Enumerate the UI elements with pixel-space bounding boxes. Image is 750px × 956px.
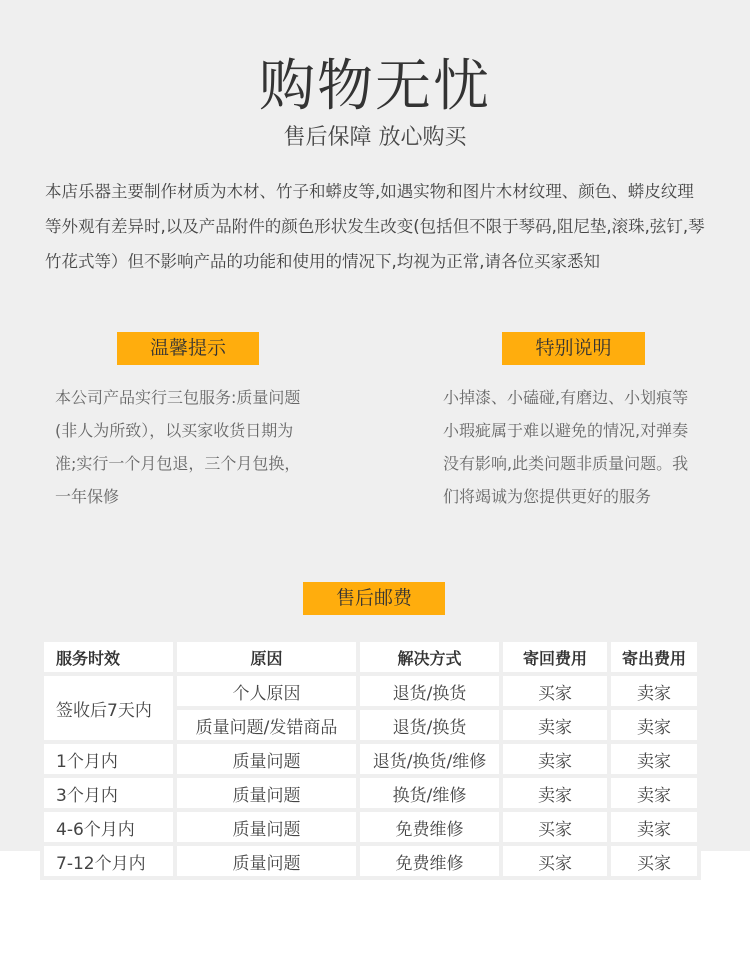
period-cell: 7-12个月内 xyxy=(44,846,173,876)
return-fee-cell: 卖家 xyxy=(503,778,607,808)
send-fee-cell: 卖家 xyxy=(611,676,697,706)
return-fee-cell: 卖家 xyxy=(503,710,607,740)
fees-badge: 售后邮费 xyxy=(303,582,445,615)
table-row xyxy=(44,744,697,774)
solution-cell: 退货/换货 xyxy=(360,676,499,706)
table-row xyxy=(44,812,697,842)
reason-cell: 个人原因 xyxy=(177,676,356,706)
header-cell: 寄回费用 xyxy=(503,642,607,672)
table-header-row xyxy=(44,642,697,672)
return-fee-cell: 买家 xyxy=(503,846,607,876)
warm-tip-badge: 温馨提示 xyxy=(117,332,259,365)
period-cell: 签收后7天内 xyxy=(44,676,173,740)
special-note-badge: 特别说明 xyxy=(502,332,645,365)
period-cell: 1个月内 xyxy=(44,744,173,774)
table-row xyxy=(44,778,697,808)
return-fee-cell: 买家 xyxy=(503,676,607,706)
header-cell: 服务时效 xyxy=(44,642,173,672)
table-row xyxy=(44,846,697,876)
send-fee-cell: 卖家 xyxy=(611,778,697,808)
send-fee-cell: 买家 xyxy=(611,846,697,876)
header-cell: 解决方式 xyxy=(360,642,499,672)
reason-cell: 质量问题/发错商品 xyxy=(177,710,356,740)
reason-cell: 质量问题 xyxy=(177,812,356,842)
send-fee-cell: 卖家 xyxy=(611,710,697,740)
send-fee-cell: 卖家 xyxy=(611,812,697,842)
solution-cell: 换货/维修 xyxy=(360,778,499,808)
solution-cell: 免费维修 xyxy=(360,812,499,842)
fees-table xyxy=(40,638,701,880)
page-title: 购物无忧 xyxy=(259,54,491,119)
header-cell: 寄出费用 xyxy=(611,642,697,672)
period-cell: 4-6个月内 xyxy=(44,812,173,842)
return-fee-cell: 买家 xyxy=(503,812,607,842)
warm-tip-text: 本公司产品实行三包服务:质量问题(非人为所致），以买家收货日期为准;实行一个月包退，三个月包换，一年保修 xyxy=(55,388,301,506)
page-subtitle: 售后保障 放心购买 xyxy=(283,125,467,150)
solution-cell: 退货/换货 xyxy=(360,710,499,740)
solution-cell: 退货/换货/维修 xyxy=(360,744,499,774)
reason-cell: 质量问题 xyxy=(177,778,356,808)
send-fee-cell: 卖家 xyxy=(611,744,697,774)
intro-paragraph: 本店乐器主要制作材质为木材、竹子和蟒皮等,如遇实物和图片木材纹理、颜色、蟒皮纹理等外观有差异时,以及产品附件的颜色形状发生改变(包括但不限于琴码,阻尼垫,滚珠,弦钉,琴竹花式等）但不影响产品的功能和使用的情况下,均视为正常,请各位买家悉知 xyxy=(45,182,705,271)
reason-cell: 质量问题 xyxy=(177,744,356,774)
period-cell: 3个月内 xyxy=(44,778,173,808)
solution-cell: 免费维修 xyxy=(360,846,499,876)
special-note-text: 小掉漆、小磕碰,有磨边、小划痕等小瑕疵属于难以避免的情况,对弹奏没有影响,此类问题非质量问题。我们将竭诚为您提供更好的服务 xyxy=(443,388,689,506)
return-fee-cell: 卖家 xyxy=(503,744,607,774)
reason-cell: 质量问题 xyxy=(177,846,356,876)
header-cell: 原因 xyxy=(177,642,356,672)
table-row xyxy=(44,676,697,706)
